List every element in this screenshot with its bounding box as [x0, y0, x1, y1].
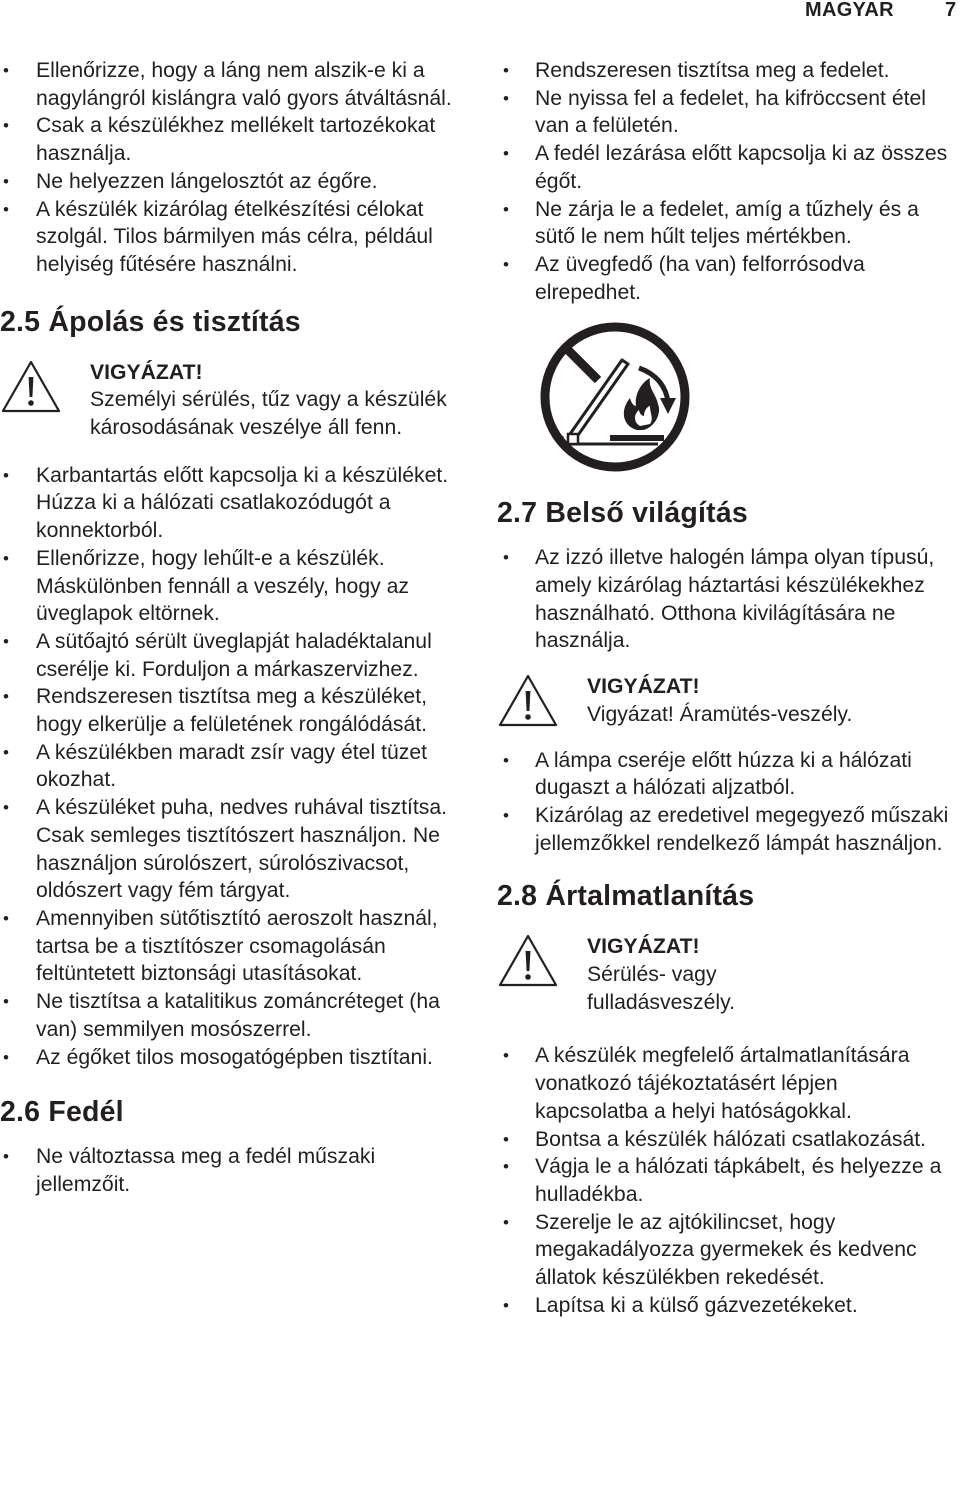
list-item: • A sütőajtó sérült üveglapját haladéktalanul cserélje ki. Forduljon a márkaszervizhez. [0, 628, 470, 683]
warning-triangle-icon [497, 673, 559, 728]
warning-box [497, 673, 952, 728]
warning-title: VIGYÁZAT! [90, 360, 203, 384]
warning-triangle-icon [497, 933, 559, 988]
warning-triangle-icon [0, 359, 62, 414]
warning-text: Sérülés- vagy fulladásveszély. [587, 963, 735, 1014]
header-language: MAGYAR [805, 0, 894, 21]
list-item: • Ne változtassa meg a fedél műszaki jellemzőit. [0, 1143, 470, 1198]
list-item: • Amennyiben sütőtisztító aeroszolt használ, tartsa be a tisztítószer csomagolásán feltüntetett biztonsági utasításokat. [0, 905, 470, 988]
list-item: • Az izzó illetve halogén lámpa olyan típusú, amely kizárólag háztartási készülékekhez használható. Otthona kivilágítására ne használja. [497, 544, 952, 655]
left-column [0, 57, 470, 1199]
list-item: • Az égőket tilos mosogatógépben tisztítani. [0, 1044, 470, 1072]
warning-title: VIGYÁZAT! [587, 935, 700, 959]
section-heading-2-5: 2.5 Ápolás és tisztítás [0, 305, 301, 338]
list-item: • Ne tisztítsa a katalitikus zománcréteget (ha van) semmilyen mosószerrel. [0, 988, 470, 1043]
list-item: • Ne nyissa fel a fedelet, ha kifröccsent étel van a felületén. [497, 85, 952, 140]
list-item: • Ne helyezzen lángelosztót az égőre. [0, 168, 470, 196]
warning-text: Személyi sérülés, tűz vagy a készülék károsodásának veszélye áll fenn. [90, 388, 447, 440]
list-item: • A lámpa cseréje előtt húzza ki a hálózati dugaszt a hálózati aljzatból. [497, 747, 952, 802]
warning-box [0, 359, 470, 442]
list-item: • Rendszeresen tisztítsa meg a fedelet. [497, 57, 952, 85]
list-item: • Ellenőrizze, hogy a láng nem alszik-e ki a nagylángról kislángra való gyors átváltásnál. [0, 57, 470, 112]
list-item: • A készülék kizárólag ételkészítési célokat szolgál. Tilos bármilyen más célra, például helyiség fűtésére használni. [0, 196, 470, 279]
lighting-list [497, 544, 952, 655]
list-item: • Csak a készülékhez mellékelt tartozékokat használja. [0, 112, 470, 167]
no-closing-lid-on-flame-icon [540, 322, 690, 472]
disposal-list [497, 1042, 952, 1319]
section-heading-2-6: 2.6 Fedél [0, 1096, 124, 1129]
list-item: • Az üvegfedő (ha van) felforrósodva elrepedhet. [497, 251, 952, 306]
lid-list [0, 1143, 470, 1198]
intro-list [0, 57, 470, 279]
list-item: • A fedél lezárása előtt kapcsolja ki az összes égőt. [497, 140, 952, 195]
list-item: • Bontsa a készülék hálózati csatlakozását. [497, 1126, 952, 1154]
list-item: • A készüléket puha, nedves ruhával tisztítsa. Csak semleges tisztítószert használjon. Ne használjon súrolószert, súrolószivacsot, oldószert vagy fém tárgyat. [0, 794, 470, 905]
list-item: • Ellenőrizze, hogy lehűlt-e a készülék. Máskülönben fennáll a veszély, hogy az üveglapok eltörnek. [0, 545, 470, 628]
list-item: • Kizárólag az eredetivel megegyező műszaki jellemzőkkel rendelkező lámpát használjon. [497, 802, 952, 857]
right-column [497, 57, 952, 1320]
page-number: 7 [945, 0, 957, 21]
warning-title: VIGYÁZAT! [587, 675, 700, 699]
warning-text: Vigyázat! Áramütés-veszély. [587, 702, 853, 726]
list-item: • Ne zárja le a fedelet, amíg a tűzhely és a sütő le nem hűlt teljes mértékben. [497, 196, 952, 251]
section-heading-2-8: 2.8 Ártalmatlanítás [497, 880, 755, 913]
list-item: • Karbantartás előtt kapcsolja ki a készüléket. Húzza ki a hálózati csatlakozódugót a konnektorból. [0, 462, 470, 545]
lid-list-continued [497, 57, 952, 306]
list-item: • Lapítsa ki a külső gázvezetékeket. [497, 1292, 952, 1320]
warning-box [497, 933, 952, 1016]
care-cleaning-list [0, 462, 470, 1071]
list-item: • Vágja le a hálózati tápkábelt, és helyezze a hulladékba. [497, 1153, 952, 1208]
page-header [0, 0, 960, 20]
list-item: • A készülékben maradt zsír vagy étel tüzet okozhat. [0, 739, 470, 794]
list-item: • Szerelje le az ajtókilincset, hogy megakadályozza gyermekek és kedvenc állatok készülékben rekedését. [497, 1209, 952, 1292]
section-heading-2-7: 2.7 Belső világítás [497, 497, 748, 530]
lighting-list-continued [497, 747, 952, 858]
list-item: • A készülék megfelelő ártalmatlanítására vonatkozó tájékoztatásért lépjen kapcsolatba a helyi hatóságokkal. [497, 1042, 952, 1125]
list-item: • Rendszeresen tisztítsa meg a készüléket, hogy elkerülje a felületének rongálódását. [0, 683, 470, 738]
